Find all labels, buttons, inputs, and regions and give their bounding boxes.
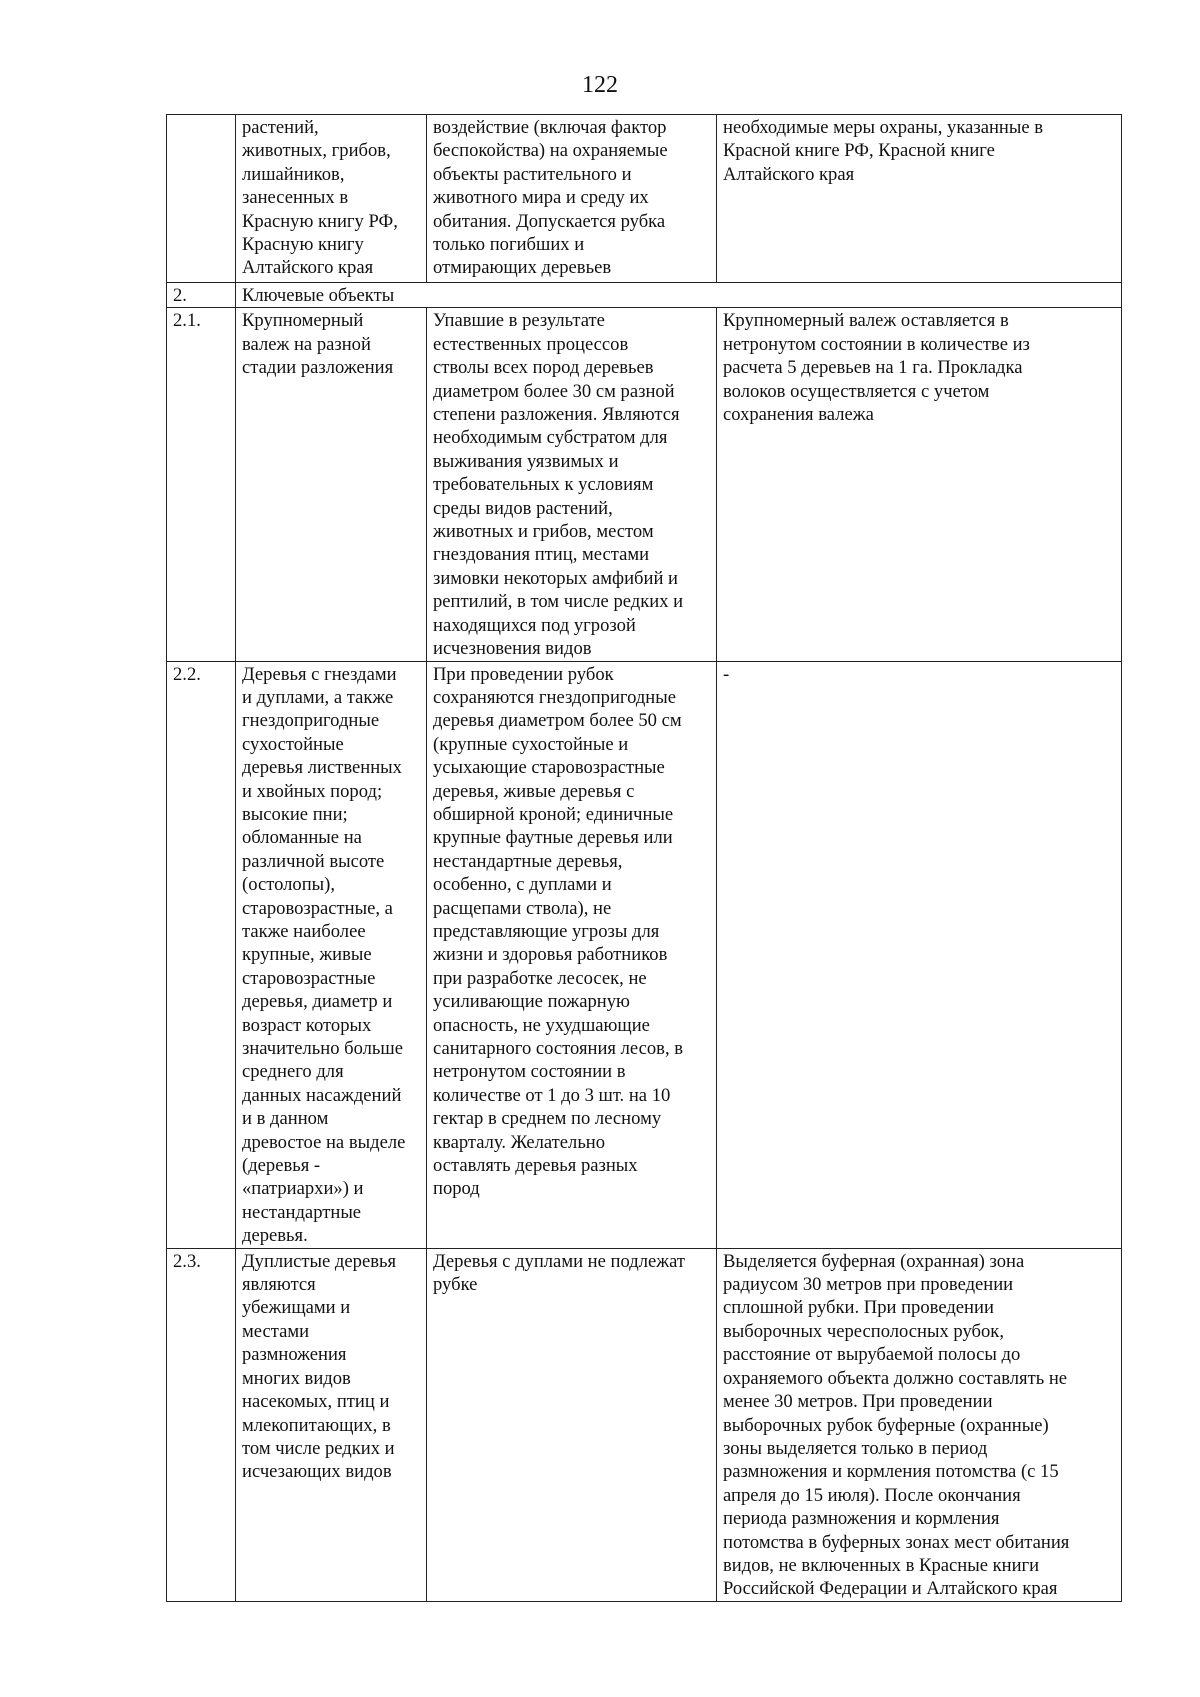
protection-measures-cell: Крупномерный валеж оставляется в нетронутом состоянии в количестве из расчета 5 деревьев на 1 га. Прокладка волоков осуществляется с учетом сохранения валежа: [717, 308, 1122, 661]
object-description-cell: Упавшие в результате естественных процессов стволы всех пород деревьев диаметром более 30 см разной степени разложения. Являются необходимым субстратом для выживания уязвимых и требовательных к условиям среды видов растений, животных и грибов, местом гнездования птиц, местами зимовки некоторых амфибий и рептилий, в том числе редких и находящихся под угрозой исчезновения видов: [427, 308, 717, 661]
row-number-cell: 2.: [167, 283, 236, 308]
object-description-cell: Деревья с дуплами не подлежат рубке: [427, 1248, 717, 1601]
section-header-row: [167, 283, 1122, 308]
object-name-cell: растений, животных, грибов, лишайников, занесенных в Красную книгу РФ, Красную книгу Алтайского края: [236, 115, 427, 283]
object-name-cell: Деревья с гнездами и дуплами, а также гнездопригодные сухостойные деревья лиственных и хвойных пород; высокие пни; обломанные на различной высоте (остолопы), старовозрастные, а также наиболее крупные, живые старовозрастные деревья, диаметр и возраст которых значительно больше среднего для данных насаждений и в данном древостое на выделе (деревья - «патриархи») и нестандартные деревья.: [236, 661, 427, 1248]
protected-objects-table: [166, 114, 1122, 1602]
object-name-cell: Дуплистые деревья являются убежищами и местами размножения многих видов насекомых, птиц и млекопитающих, в том числе редких и исчезающих видов: [236, 1248, 427, 1601]
protection-measures-cell: Выделяется буферная (охранная) зона радиусом 30 метров при проведении сплошной рубки. При проведении выборочных чересполосных рубок, расстояние от вырубаемой полосы до охраняемого объекта должно составлять не менее 30 метров. При проведении выборочных рубок буферные (охранные) зоны выделяется только в период размножения и кормления потомства (с 15 апреля до 15 июля). После окончания периода размножения и кормления потомства в буферных зонах мест обитания видов, не включенных в Красные книги Российской Федерации и Алтайского края: [717, 1248, 1122, 1601]
object-description-cell: При проведении рубок сохраняются гнездопригодные деревья диаметром более 50 см (крупные сухостойные и усыхающие старовозрастные деревья, живые деревья с обширной кроной; единичные крупные фаутные деревья или нестандартные деревья, особенно, с дуплами и расщепами ствола), не представляющие угрозы для жизни и здоровья работников при разработке лесосек, не усиливающие пожарную опасность, не ухудшающие санитарного состояния лесов, в нетронутом состоянии в количестве от 1 до 3 шт. на 10 гектар в среднем по лесному кварталу. Желательно оставлять деревья разных пород: [427, 661, 717, 1248]
row-number-cell: 2.1.: [167, 308, 236, 661]
table-row: [167, 1248, 1122, 1601]
row-number-cell: 2.3.: [167, 1248, 236, 1601]
object-name-cell: Крупномерный валеж на разной стадии разложения: [236, 308, 427, 661]
section-title-cell: Ключевые объекты: [236, 283, 1122, 308]
protection-measures-cell: необходимые меры охраны, указанные в Красной книге РФ, Красной книге Алтайского края: [717, 115, 1122, 283]
row-number-cell: [167, 115, 236, 283]
object-description-cell: воздействие (включая фактор беспокойства) на охраняемые объекты растительного и животного мира и среду их обитания. Допускается рубка только погибших и отмирающих деревьев: [427, 115, 717, 283]
table-row: [167, 115, 1122, 283]
table-row: [167, 661, 1122, 1248]
row-number-cell: 2.2.: [167, 661, 236, 1248]
page-number: 122: [582, 72, 618, 98]
protection-measures-cell: -: [717, 661, 1122, 1248]
table-row: [167, 308, 1122, 661]
